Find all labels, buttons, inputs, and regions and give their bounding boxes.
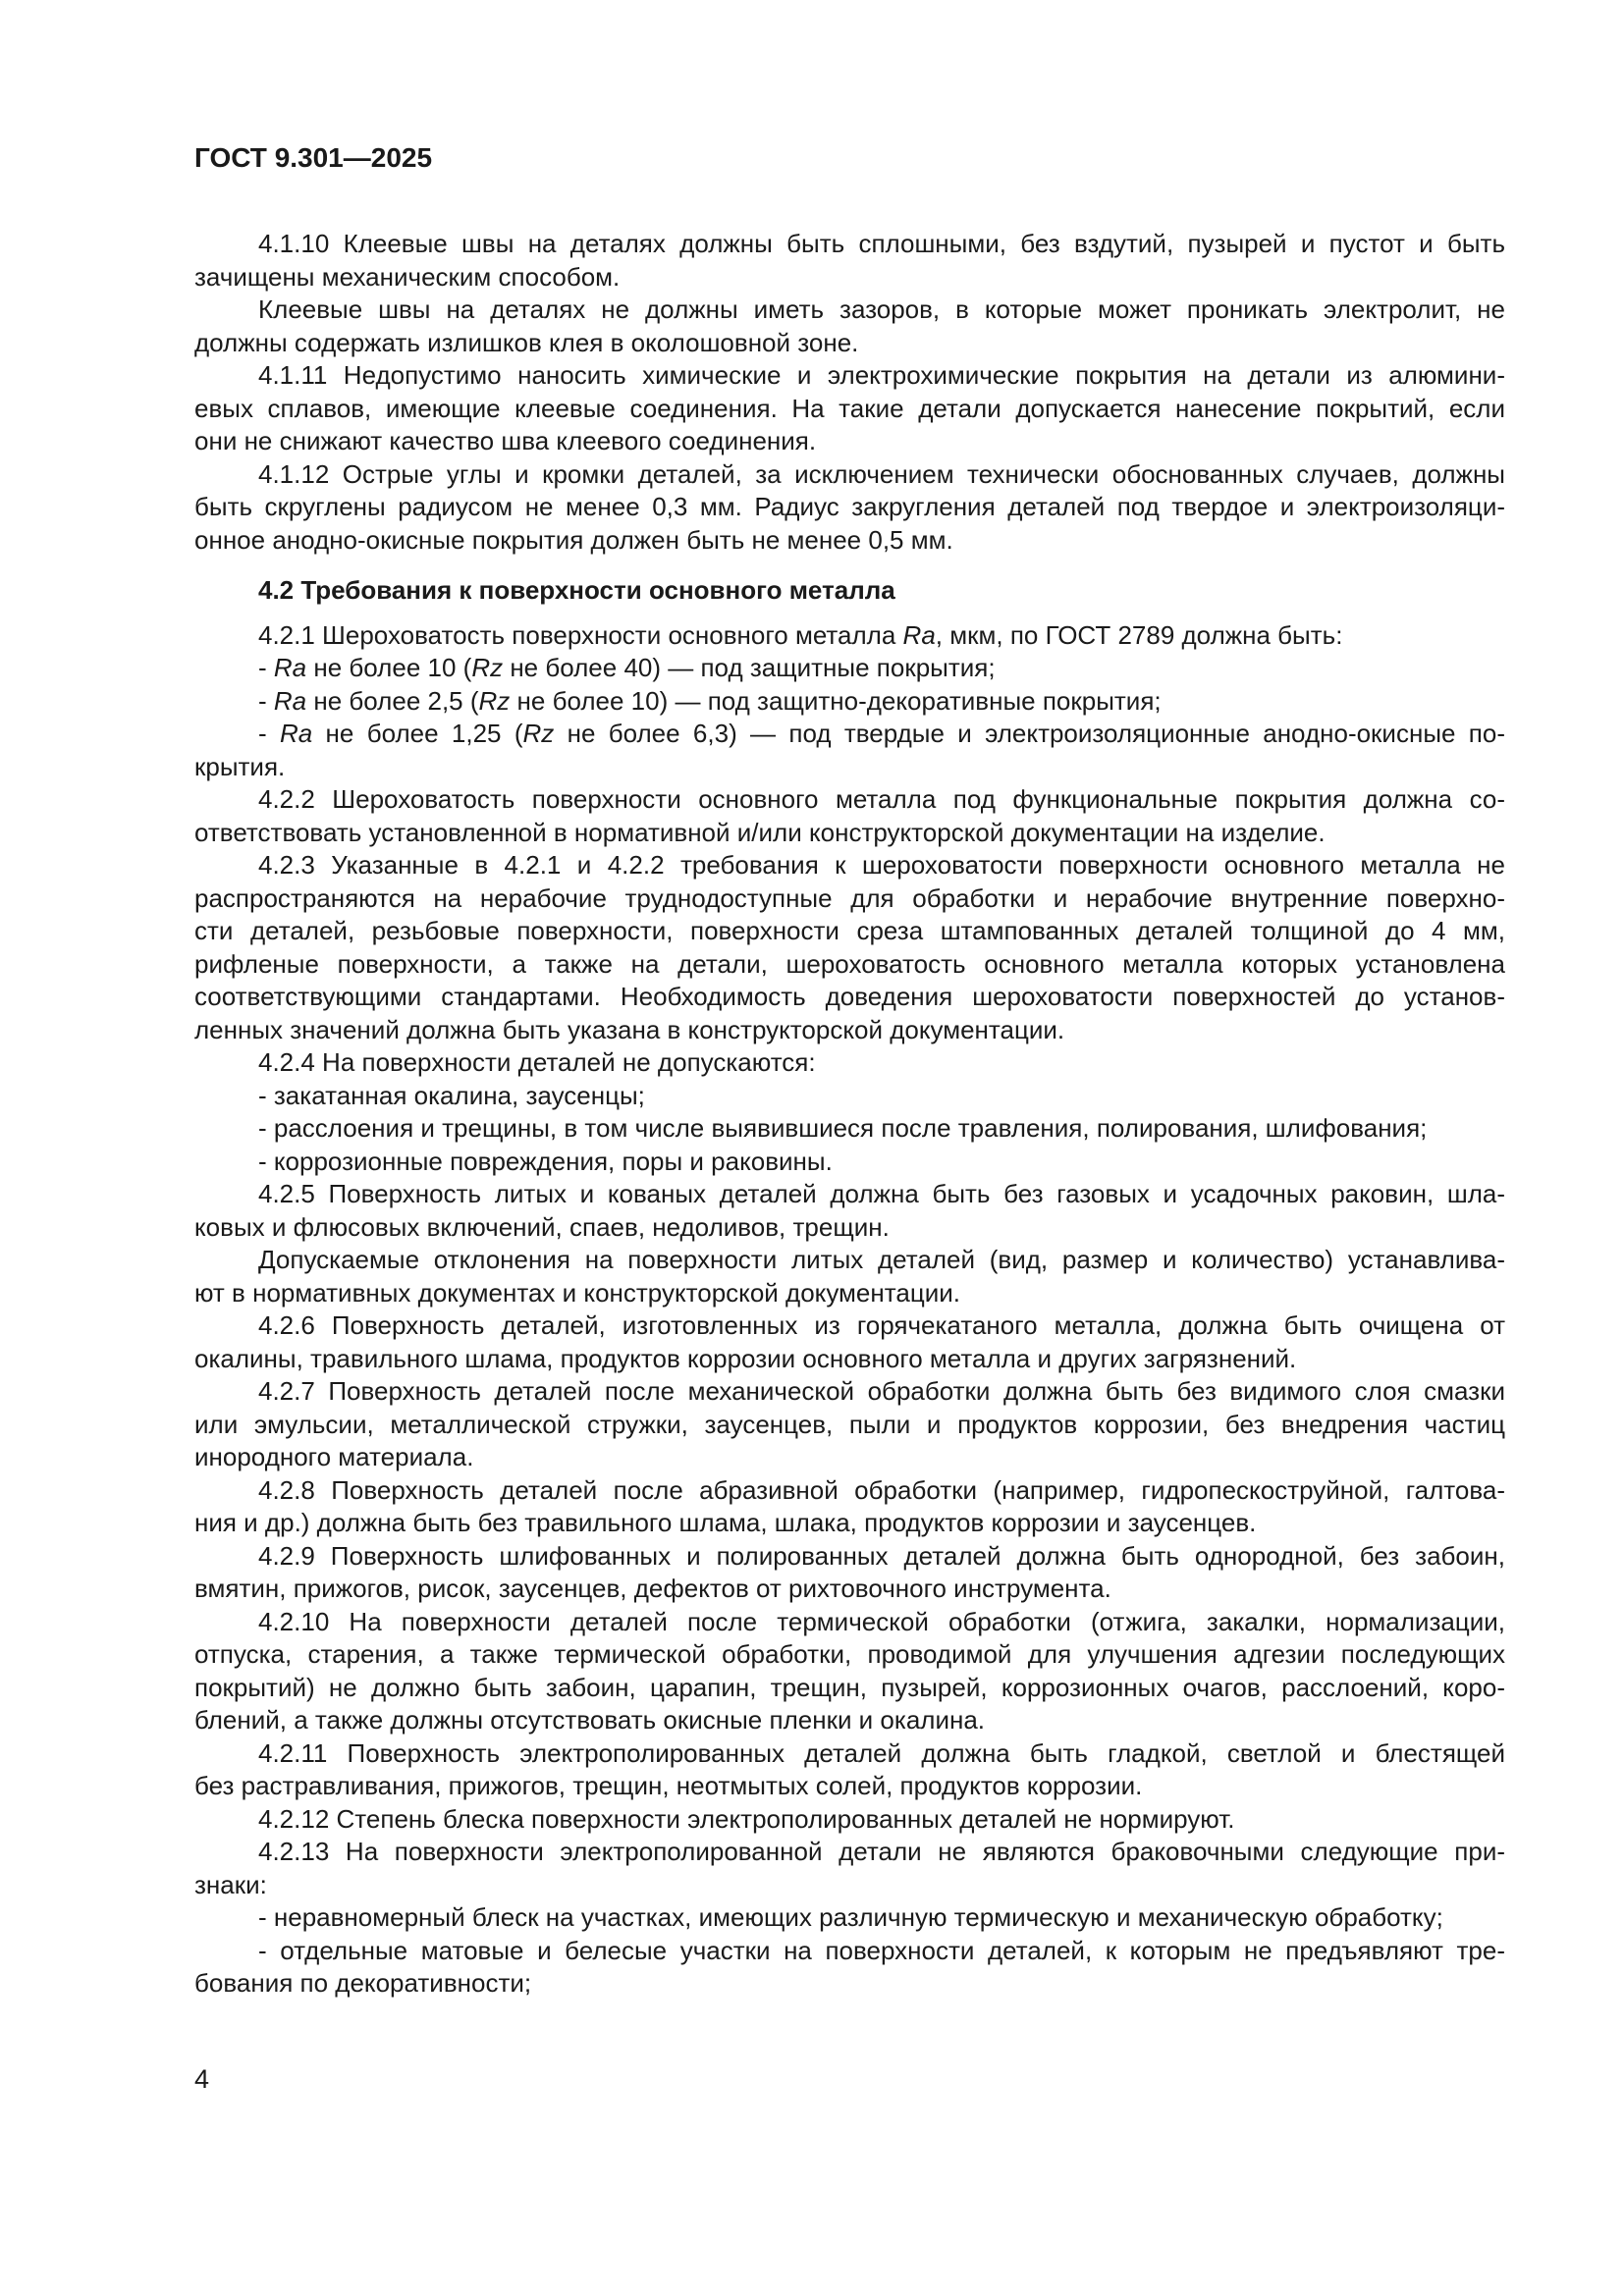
text-line: Допускаемые отклонения на поверхности литых деталей (вид, размер и количество) устанавлива- [258, 1245, 1505, 1274]
text-line: ответствовать установленной в нормативной и/или конструкторской документации на изделие. [194, 817, 1326, 847]
text-line: 4.1.11 Недопустимо наносить химические и электрохимические покрытия на детали из алюмини- [258, 360, 1505, 390]
text-line: вмятин, прижогов, рисок, заусенцев, дефектов от рихтовочного инструмента. [194, 1574, 1111, 1603]
text-line: 4.2.4 На поверхности деталей не допускаются: [258, 1047, 816, 1077]
page-number: 4 [194, 2064, 210, 2094]
text-line: блений, а также должны отсутствовать окисные пленки и окалина. [194, 1705, 986, 1735]
text-line: - коррозионные повреждения, поры и раковины. [258, 1146, 833, 1176]
text-line: 4.2.11 Поверхность электрополированных деталей должна быть гладкой, светлой и блестящей [258, 1737, 1505, 1768]
text-line: - Ra не более 1,25 (Rz не более 6,3) — под твердые и электроизоляционные анодно-окисные по- [258, 719, 1505, 748]
text-line: евых сплавов, имеющие клеевые соединения. На такие детали допускается нанесение покрытий, если [194, 393, 1505, 423]
text-line: 4.2.5 Поверхность литых и кованых деталей должна быть без газовых и усадочных раковин, шла- [258, 1179, 1505, 1208]
text-line: 4.1.12 Острые углы и кромки деталей, за исключением технически обоснованных случаев, должны [258, 458, 1505, 489]
text-line: 4.2.10 На поверхности деталей после термической обработки (отжига, закалки, нормализации, [258, 1606, 1505, 1636]
text-line: 4.2.13 На поверхности электрополированной детали не являются браковочными следующие при- [258, 1837, 1505, 1866]
text-line: зачищены механическим способом. [194, 261, 621, 292]
text-line: ковых и флюсовых включений, спаев, недоливов, трещин. [194, 1211, 890, 1242]
text-line: соответствующими стандартами. Необходимость доведения шероховатости поверхностей до установ- [194, 982, 1505, 1011]
text-line: распространяются на нерабочие труднодоступные для обработки и нерабочие внутренние поверхно- [194, 882, 1505, 913]
text-line: 4.2.3 Указанные в 4.2.1 и 4.2.2 требования к шероховатости поверхности основного металла не [258, 850, 1505, 880]
text-line: 4.2.7 Поверхность деталей после механической обработки должна быть без видимого слоя смазки [258, 1376, 1505, 1406]
text-line: 4.1.10 Клеевые швы на деталях должны быть сплошными, без вздутий, пузырей и пустот и быть [258, 229, 1505, 258]
text-line: - расслоения и трещины, в том числе выявившиеся после травления, полирования, шлифования; [258, 1113, 1428, 1143]
text-line: 4.2.8 Поверхность деталей после абразивной обработки (например, гидропескоструйной, галтова- [258, 1474, 1505, 1505]
text-line: ют в нормативных документах и конструкторской документации. [194, 1277, 960, 1308]
text-line: без растравливания, прижогов, трещин, неотмытых солей, продуктов коррозии. [194, 1771, 1143, 1800]
text-line: онное анодно-окисные покрытия должен быть не менее 0,5 мм. [194, 524, 953, 555]
text-line: знаки: [194, 1869, 267, 1899]
text-line: крытия. [194, 751, 286, 781]
text-line: быть скруглены радиусом не менее 0,3 мм. Радиус закругления деталей под твердое и электроизоляци- [194, 492, 1505, 521]
text-line: - отдельные матовые и белесые участки на поверхности деталей, к которым не предъявляют тре- [258, 1935, 1505, 1965]
text-line: 4.2.6 Поверхность деталей, изготовленных из горячекатаного металла, должна быть очищена от [258, 1310, 1505, 1340]
text-line: окалины, травильного шлама, продуктов коррозии основного металла и других загрязнений. [194, 1343, 1297, 1373]
text-line: Клеевые швы на деталях не должны иметь зазоров, в которые может проникать электролит, не [258, 294, 1505, 324]
text-line: 4.2.12 Степень блеска поверхности электрополированных деталей не нормируют. [258, 1803, 1235, 1834]
document-body [194, 228, 1505, 2001]
text-line: ния и др.) должна быть без травильного шлама, шлака, продуктов коррозии и заусенцев. [194, 1508, 1257, 1537]
section-heading: 4.2 Требования к поверхности основного металла [258, 575, 895, 605]
text-line: отпуска, старения, а также термической обработки, проводимой для улучшения адгезии последующих [194, 1639, 1505, 1669]
doc-number-header: ГОСТ 9.301—2025 [194, 142, 433, 173]
text-line: бования по декоративности; [194, 1968, 532, 1998]
text-line: сти деталей, резьбовые поверхности, поверхности среза штампованных деталей толщиной до 4 мм, [194, 916, 1505, 945]
text-line: рифленые поверхности, а также на детали, шероховатость основного металла которых установлена [194, 948, 1505, 979]
text-line: 4.2.1 Шероховатость поверхности основного металла Ra, мкм, по ГОСТ 2789 должна быть: [258, 619, 1343, 650]
text-line: инородного материала. [194, 1442, 474, 1471]
text-line: - закатанная окалина, заусенцы; [258, 1080, 645, 1110]
text-line: они не снижают качество шва клеевого соединения. [194, 426, 817, 455]
text-line: - Ra не более 2,5 (Rz не более 10) — под защитно-декоративные покрытия; [258, 685, 1162, 716]
text-line: ленных значений должна быть указана в конструкторской документации. [194, 1014, 1065, 1044]
text-line: - Ra не более 10 (Rz не более 40) — под защитные покрытия; [258, 653, 996, 682]
text-line: должны содержать излишков клея в околошовной зоне. [194, 327, 859, 357]
text-line: - неравномерный блеск на участках, имеющих различную термическую и механическую обработку; [258, 1902, 1443, 1932]
text-line: покрытий) не должно быть забоин, царапин, трещин, пузырей, коррозионных очагов, расслоений, коро- [194, 1672, 1505, 1702]
text-line: или эмульсии, металлической стружки, заусенцев, пыли и продуктов коррозии, без внедрения частиц [194, 1409, 1505, 1439]
text-line: 4.2.2 Шероховатость поверхности основного металла под функциональные покрытия должна со- [258, 784, 1505, 814]
text-line: 4.2.9 Поверхность шлифованных и полированных деталей должна быть однородной, без забоин, [258, 1540, 1505, 1571]
